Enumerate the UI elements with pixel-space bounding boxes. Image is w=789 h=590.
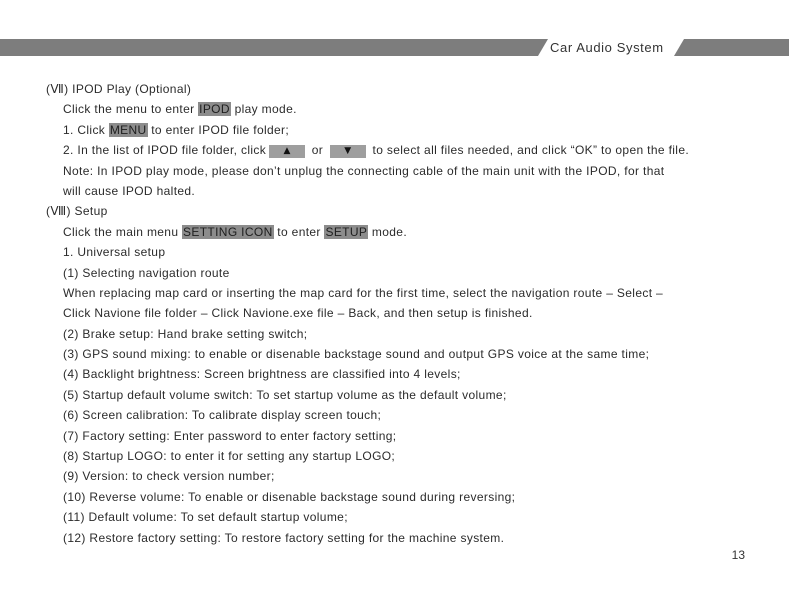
text: Click the menu to enter <box>63 102 199 117</box>
text: to enter IPOD file folder; <box>147 122 290 137</box>
ipod-note-line-1: Note: In IPOD play mode, please don’t unplug the connecting cable of the main unit with the IPOD, for that <box>63 163 665 178</box>
text: 2. In the list of IPOD file folder, click <box>63 143 267 158</box>
setup-item: (5) Startup default volume switch: To set startup volume as the default volume; <box>63 387 507 402</box>
ipod-note-line-2: will cause IPOD halted. <box>63 183 196 198</box>
setup-item: 1. Universal setup <box>63 245 166 260</box>
setup-item: (9) Version: to check version number; <box>63 469 275 484</box>
text: Click the main menu <box>63 224 183 239</box>
setup-item: Click Navione file folder – Click Navione.exe file – Back, and then setup is finished. <box>63 306 533 321</box>
setup-item: (4) Backlight brightness: Screen brightness are classified into 4 levels; <box>63 367 461 382</box>
text: or <box>308 143 327 158</box>
setup-item: (10) Reverse volume: To enable or disenable backstage sound during reversing; <box>63 489 516 504</box>
setup-item: (1) Selecting navigation route <box>63 265 230 280</box>
header-title: Car Audio System <box>550 40 664 55</box>
setup-item: When replacing map card or inserting the map card for the first time, select the navigation route – Select – <box>63 285 664 300</box>
setup-item: (12) Restore factory setting: To restore factory setting for the machine system. <box>63 530 505 545</box>
setting-icon-highlight: SETTING ICON <box>183 224 273 239</box>
text: to enter <box>273 224 325 239</box>
setup-item: (2) Brake setup: Hand brake setting switch; <box>63 326 308 341</box>
text: mode. <box>368 224 408 239</box>
up-arrow-icon: ▲ <box>283 145 291 156</box>
setup-intro <box>46 222 776 242</box>
setup-item: (3) GPS sound mixing: to enable or disenable backstage sound and output GPS voice at the same time; <box>63 347 650 362</box>
setup-item: (11) Default volume: To set default startup volume; <box>63 510 348 525</box>
down-arrow-button <box>330 145 366 158</box>
ipod-intro <box>46 99 776 119</box>
setup-item: (7) Factory setting: Enter password to enter factory setting; <box>63 428 397 443</box>
ipod-step-1 <box>46 120 776 140</box>
text: to select all files needed, and click “OK” to open the file. <box>368 143 690 158</box>
ipod-step-2 <box>46 140 776 160</box>
text: 1. Click <box>63 122 109 137</box>
setup-heading: (Ⅷ) Setup <box>46 204 108 219</box>
manual-content <box>46 79 776 548</box>
ipod-highlight: IPOD <box>199 102 230 117</box>
text: play mode. <box>230 102 297 117</box>
setup-highlight: SETUP <box>325 224 368 239</box>
setup-item: (6) Screen calibration: To calibrate display screen touch; <box>63 408 382 423</box>
down-arrow-icon: ▼ <box>344 145 352 156</box>
menu-highlight: MENU <box>109 122 147 137</box>
up-arrow-button <box>269 145 305 158</box>
setup-item: (8) Startup LOGO: to enter it for setting any startup LOGO; <box>63 449 396 464</box>
page-number: 13 <box>731 548 745 562</box>
ipod-heading: (Ⅶ) IPOD Play (Optional) <box>46 82 192 96</box>
